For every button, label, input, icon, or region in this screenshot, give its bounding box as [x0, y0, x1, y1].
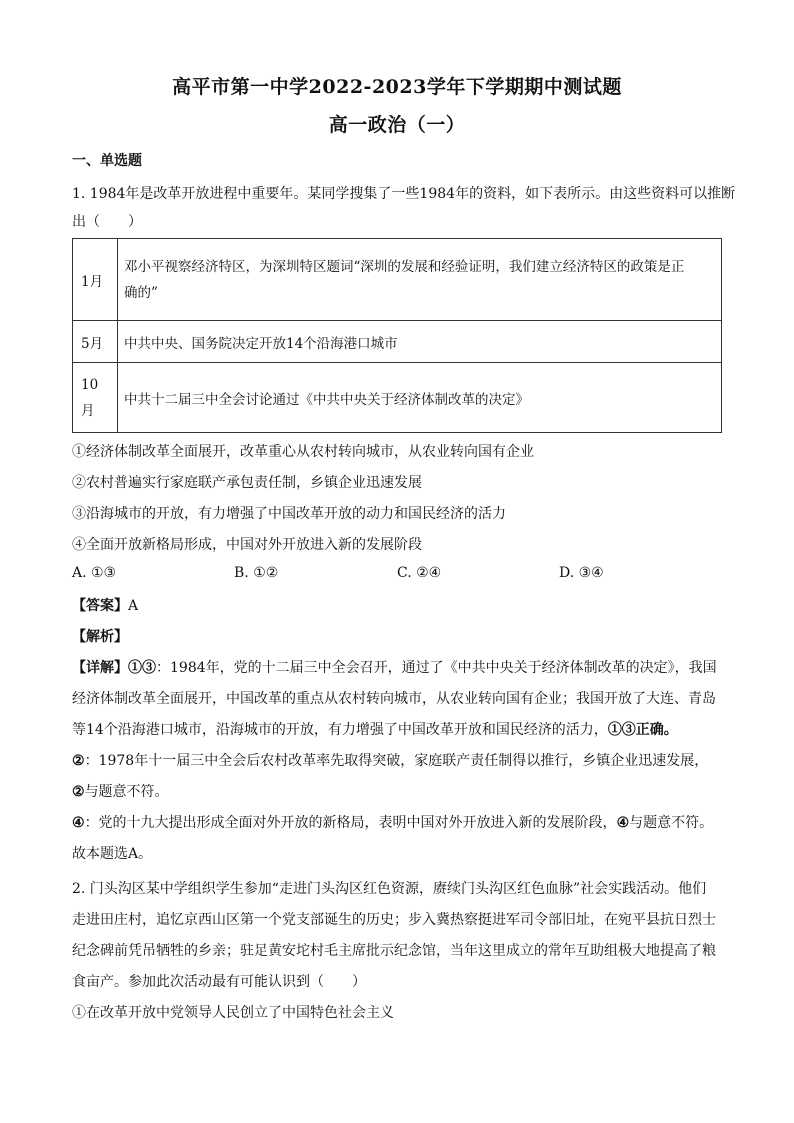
detail-lead: ①③ — [128, 660, 156, 676]
table-cell-event — [118, 239, 722, 321]
detail3-line — [72, 813, 724, 833]
detail3-lead: ④ — [72, 815, 85, 831]
table-cell-month: 5月 — [73, 321, 118, 363]
answer-value: A — [128, 598, 139, 614]
table-cell-event: 中共中央、国务院决定开放14个沿海港口城市 — [118, 321, 722, 363]
table-cell-month — [73, 363, 118, 433]
detail3-tail: 与题意不符。 — [629, 815, 714, 831]
event-line: 邓小平视察经济特区，为深圳特区题词“深圳的发展和经验证明，我们建立经济特区的政策是正 — [124, 258, 685, 275]
table-cell-month: 1月 — [73, 239, 118, 321]
q1-stem-line2: 出（ ） — [72, 214, 142, 230]
detail-line-3 — [72, 720, 724, 740]
answer-label: 【答案】 — [72, 598, 128, 614]
table-cell-event: 中共十二届三中全会讨论通过《中共中央关于经济体制改革的决定》 — [118, 363, 722, 433]
detail-label: 【详解】 — [72, 660, 128, 676]
conclusion-line: 故本题选A。 — [72, 846, 153, 862]
option-d: D. ③④ — [559, 565, 604, 581]
section-heading: 一、单选题 — [72, 153, 142, 169]
q1-statement-1: ①经济体制改革全面展开，改革重心从农村转向城市，从农业转向国有企业 — [72, 444, 534, 460]
q1-statement-3: ③沿海城市的开放，有力增强了中国改革开放的动力和国民经济的活力 — [72, 506, 506, 522]
month-line: 月 — [81, 402, 95, 419]
event-line: 确的” — [124, 284, 158, 301]
detail-text: ：1984年，党的十二届三中全会召开，通过了《中共中央关于经济体制改革的决定》，我国 — [156, 660, 717, 676]
detail2-text: ：1978年十一届三中全会后农村改革率先取得突破，家庭联产责任制得以推行，乡镇企业迅速发展， — [84, 753, 709, 769]
month-line: 10 — [81, 376, 99, 393]
q2-statement-1: ①在改革开放中党领导人民创立了中国特色社会主义 — [72, 1005, 394, 1021]
detail2-line-1 — [72, 751, 724, 771]
detail2-line-2 — [72, 782, 724, 802]
detail-text: 等14个沿海港口城市，沿海城市的开放，有力增强了中国改革开放和国民经济的活力， — [72, 722, 608, 738]
document-subtitle: 高一政治（一） — [328, 114, 466, 136]
table-row — [73, 321, 722, 363]
document-title: 高平市第一中学2022-2023学年下学期期中测试题 — [172, 76, 622, 98]
answer-line — [72, 596, 724, 616]
detail2-lead: ② — [72, 753, 85, 769]
q2-line-1: 2. 门头沟区某中学组织学生参加“走进门头沟区红色资源，赓续门头沟区红色血脉”社会实践活动。他们 — [72, 881, 707, 897]
detail-line-1 — [72, 658, 724, 678]
q1-data-table — [72, 238, 722, 433]
option-a: A. ①③ — [72, 565, 117, 581]
q1-statement-2: ②农村普遍实行家庭联产承包责任制，乡镇企业迅速发展 — [72, 475, 422, 491]
analysis-label: 【解析】 — [72, 629, 128, 645]
q2-line-4: 食亩产。参加此次活动最有可能认识到（ ） — [72, 974, 366, 990]
q1-statement-4: ④全面开放新格局形成，中国对外开放进入新的发展阶段 — [72, 537, 422, 553]
q2-line-2: 走进田庄村，追忆京西山区第一个党支部诞生的历史；步入冀热察挺进军司令部旧址，在宛平县抗日烈士 — [72, 912, 716, 928]
option-b: B. ①② — [234, 565, 279, 581]
detail-verdict: ①③正确。 — [607, 722, 678, 738]
detail3-tail-lead: ④ — [616, 815, 630, 831]
detail2-text: 与题意不符。 — [84, 784, 169, 800]
detail-line-2: 经济体制改革全面展开，中国改革的重点从农村转向城市，从农业转向国有企业；我国开放了大连、青岛 — [72, 691, 716, 707]
q2-line-3: 纪念碑前凭吊牺牲的乡亲；驻足黄安坨村毛主席批示纪念馆，当年这里成立的常年互助组极大地提高了粮 — [72, 943, 716, 959]
option-c: C. ②④ — [397, 565, 442, 581]
table-row — [73, 363, 722, 433]
detail2-lead: ② — [72, 784, 85, 800]
detail3-text: ：党的十九大提出形成全面对外开放的新格局，表明中国对外开放进入新的发展阶段， — [84, 815, 617, 831]
table-row — [73, 239, 722, 321]
q1-stem-line1: 1. 1984年是改革开放进程中重要年。某同学搜集了一些1984年的资料，如下表所示。由这些资料可以推断 — [72, 186, 736, 202]
